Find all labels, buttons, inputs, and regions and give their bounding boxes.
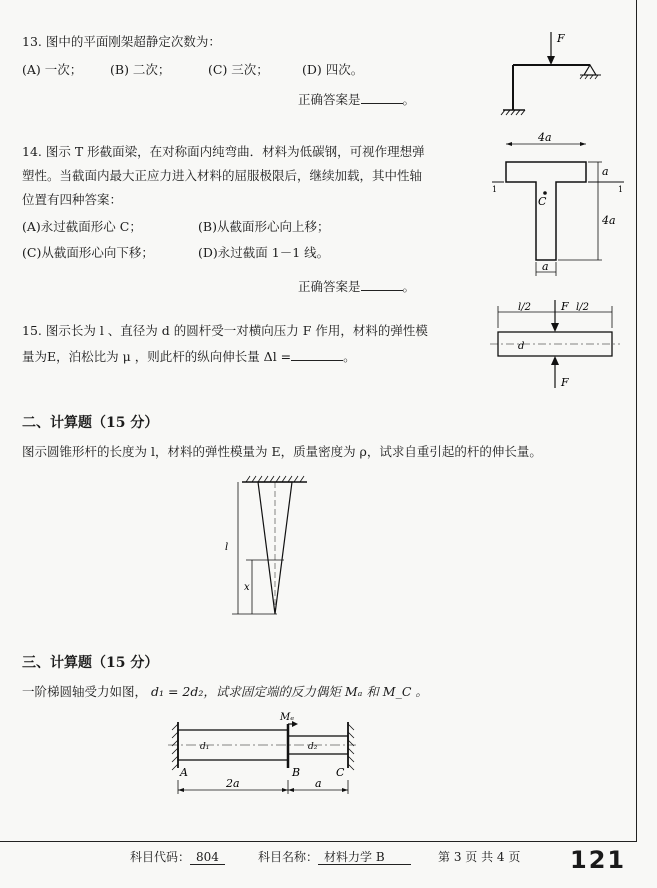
q15-bottom-force-label: F [561,376,569,389]
footer-name-value: 材料力学 B [318,850,411,865]
q15-rod-figure [490,298,620,394]
sec2-length-label: l [225,542,229,553]
footer-code-label: 科目代码： [130,850,191,864]
sec3-seg2-label: a [315,777,322,790]
q15-line2-text: 量为E，泊松比为 μ ，则此杆的纵向伸长量 Δl = [22,349,292,364]
q14-line-mark-right: 1 [618,185,624,194]
q14-answer-line: 正确答案是 。 [298,279,416,294]
sec3-stepped-shaft-figure [160,710,360,806]
q13-force-label: F [557,32,565,45]
section3-text [22,683,428,701]
sec2-cone-figure [222,476,312,622]
section3-text-intro: 一阶梯圆轴受力如图， [22,684,148,699]
q13-option-c: (C) 三次； [208,62,269,77]
q14-line-mark-left: 1 [492,185,498,194]
q14-line2: 塑性。当截面内最大正应力进入材料的屈服极限后，继续加载，其中性轴 [22,168,423,183]
sec3-B-label: B [292,766,301,779]
q15-left-half-label: l/2 [518,302,531,313]
q14-flange-label: a [602,165,609,178]
q14-answer-label: 正确答案是 [298,279,361,294]
q15-answer-blank[interactable] [291,348,343,361]
sec3-moment-label: Mₑ [280,712,295,723]
footer-page: 第 3 页 共 4 页 [438,850,521,864]
q15-line2-end: 。 [343,349,356,364]
sec3-A-label: A [180,766,188,779]
section2-text: 图示圆锥形杆的长度为 l，材料的弹性模量为 E，质量密度为 ρ，试求自重引起的杆的伸长量。 [22,444,542,459]
footer-code-value: 804 [190,850,225,865]
q14-top-width-label: 4a [538,131,552,144]
q13-answer-line: 正确答案是 。 [298,92,416,107]
footer-code [130,848,225,865]
page-border-bottom [0,841,637,842]
q13-option-a: (A) 一次； [22,62,83,77]
q14-t-section-figure [490,132,630,282]
sec3-C-label: C [336,766,345,779]
q15-top-force-label: F [561,300,569,313]
q13-option-b: (B) 二次； [110,62,171,77]
q14-centroid-label: C [538,195,547,208]
q13-option-d: (D) 四次。 [302,62,364,77]
q14-option-d: (D)永过截面 1－1 线。 [198,245,330,260]
sec3-seg1-label: 2a [226,777,240,790]
q14-line3: 位置有四种答案： [22,192,123,207]
section3-formula: d₁ = 2d₂，试求固定端的反力偶矩 Mₐ 和 M_C 。 [151,684,428,699]
footer-name-label: 科目名称： [258,850,319,864]
sec2-x-label: x [244,582,250,593]
q15-diameter-label: d [518,341,525,352]
handwritten-page-number: 121 [570,846,627,874]
q13-answer-blank[interactable] [361,91,403,104]
sec3-d2-label: d₂ [308,742,318,752]
q15-right-half-label: l/2 [576,302,589,313]
q13-frame-figure [495,30,605,120]
footer-subject [258,848,411,865]
q15-line2 [22,348,356,366]
section2-title: 二、计算题（15 分） [22,415,159,431]
q13-text: 13. 图中的平面刚架超静定次数为： [22,34,221,49]
sec3-d1-label: d₁ [200,742,210,752]
q15-line1: 15. 图示长为 l 、直径为 d 的圆杆受一对横向压力 F 作用，材料的弹性模 [22,323,428,338]
q14-line1: 14. 图示 T 形截面梁，在对称面内纯弯曲．材料为低碳钢，可视作理想弹 [22,144,425,159]
q14-option-c: (C)从截面形心向下移； [22,245,154,260]
q14-web-width-label: a [542,260,549,273]
q14-option-a: (A)永过截面形心 C； [22,219,142,234]
q14-answer-blank[interactable] [361,278,403,291]
q14-option-b: (B)从截面形心向上移； [198,219,330,234]
page-border-right [636,0,637,842]
q14-web-height-label: 4a [602,214,616,227]
section3-title: 三、计算题（15 分） [22,655,159,671]
q13-answer-label: 正确答案是 [298,92,361,107]
